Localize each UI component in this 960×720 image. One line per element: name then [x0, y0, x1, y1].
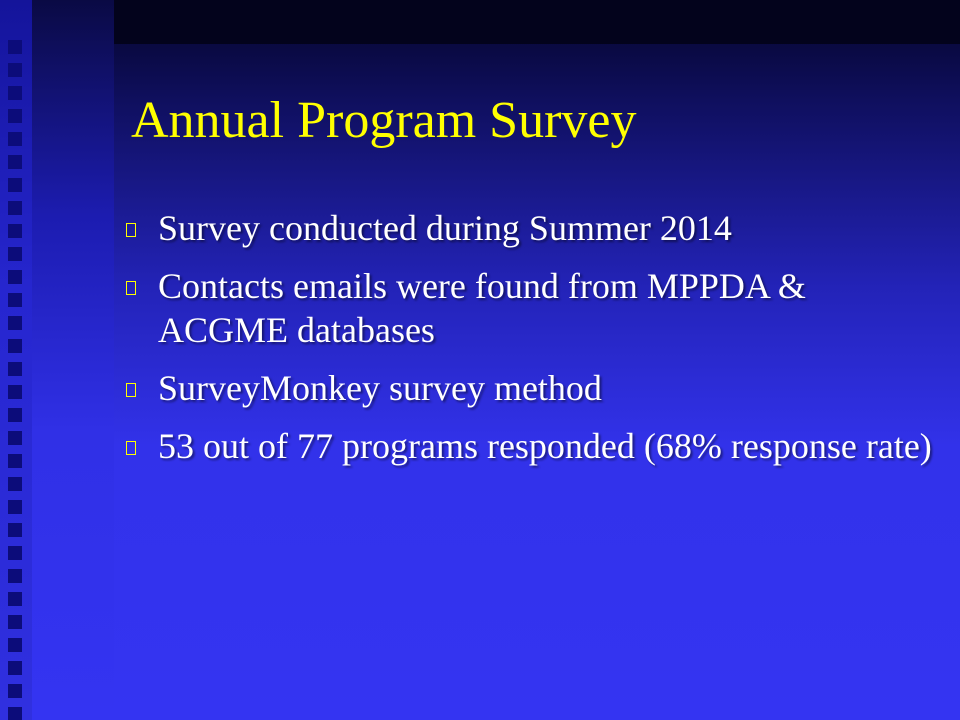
bullet-text: 53 out of 77 programs responded (68% response rate)	[158, 426, 932, 466]
decorative-square	[8, 40, 22, 54]
bullet-square-icon	[126, 223, 136, 237]
decorative-square	[8, 247, 22, 261]
decorative-square	[8, 431, 22, 445]
decorative-square	[8, 661, 22, 675]
decorative-square	[8, 477, 22, 491]
decorative-square	[8, 408, 22, 422]
decorative-square	[8, 523, 22, 537]
decorative-square	[8, 707, 22, 720]
bullet-item	[120, 424, 940, 468]
decorative-square	[8, 178, 22, 192]
decorative-square	[8, 615, 22, 629]
decorative-squares	[8, 0, 24, 720]
slide-title: Annual Program Survey	[131, 92, 637, 149]
bullet-list	[120, 206, 940, 482]
left-band-decoration	[0, 0, 114, 720]
decorative-square	[8, 339, 22, 353]
bullet-item	[120, 366, 940, 410]
decorative-square	[8, 270, 22, 284]
decorative-square	[8, 109, 22, 123]
decorative-square	[8, 638, 22, 652]
decorative-square	[8, 293, 22, 307]
bullet-square-icon	[126, 383, 136, 397]
decorative-square	[8, 86, 22, 100]
decorative-square	[8, 63, 22, 77]
decorative-square	[8, 316, 22, 330]
decorative-square	[8, 385, 22, 399]
decorative-square	[8, 684, 22, 698]
decorative-square	[8, 362, 22, 376]
decorative-square	[8, 155, 22, 169]
bullet-item	[120, 264, 940, 352]
bullet-text: Contacts emails were found from MPPDA & ACGME databases	[158, 266, 806, 350]
decorative-square	[8, 546, 22, 560]
decorative-square	[8, 224, 22, 238]
decorative-square	[8, 201, 22, 215]
decorative-square	[8, 569, 22, 583]
decorative-square	[8, 454, 22, 468]
decorative-square	[8, 132, 22, 146]
bullet-text: SurveyMonkey survey method	[158, 368, 602, 408]
bullet-item	[120, 206, 940, 250]
bullet-square-icon	[126, 441, 136, 455]
decorative-square	[8, 592, 22, 606]
decorative-square	[8, 500, 22, 514]
bullet-square-icon	[126, 281, 136, 295]
bullet-text: Survey conducted during Summer 2014	[158, 208, 732, 248]
top-band-decoration	[114, 0, 960, 44]
